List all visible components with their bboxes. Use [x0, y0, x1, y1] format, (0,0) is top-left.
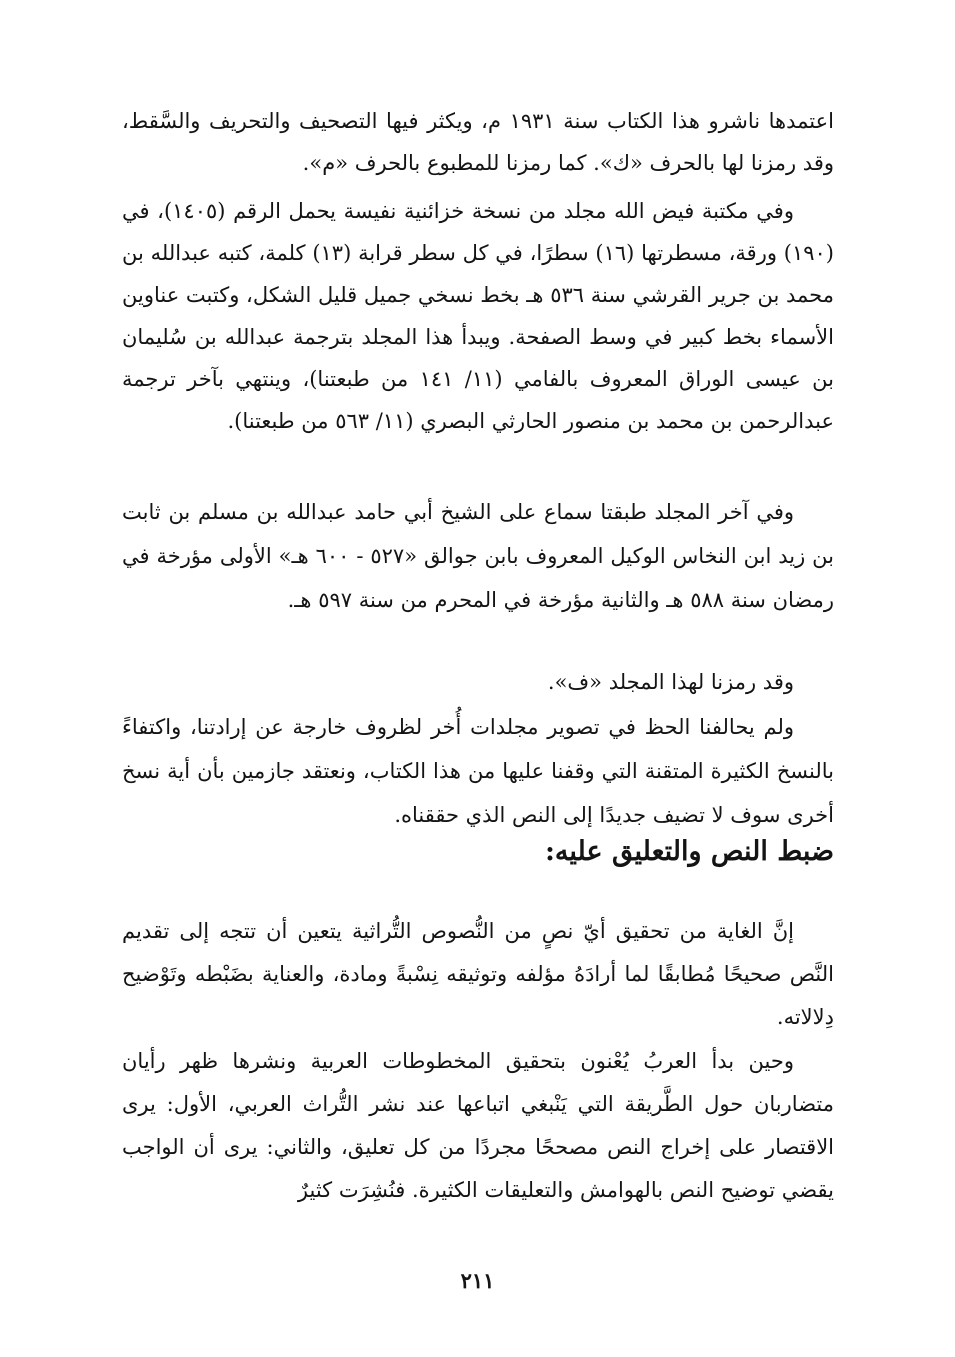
- section-heading: ضبط النص والتعليق عليه:: [544, 836, 834, 867]
- text-block-7: [122, 1040, 834, 1212]
- text-block-2: [122, 190, 834, 442]
- paragraph-4: وقد رمزنا لهذا المجلد «ف».: [547, 670, 794, 694]
- text-block-1: [122, 100, 834, 184]
- paragraph-1: اعتمدها ناشرو هذا الكتاب سنة ١٩٣١ م، ويكثر فيها التصحيف والتحريف والسَّقط، وقد رمزنا لها بالحرف «ك». كما رمزنا للمطبوع بالحرف «م».: [122, 109, 834, 175]
- text-block-5: [122, 705, 834, 837]
- paragraph-7: وحين بدأ العربُ يُعْنون بتحقيق المخطوطات العربية ونشرها ظهر رأيان متضاربان حول الطَّريقة التي يَنْبغي اتباعها عند نشر التُّراث العربي، الأول: يرى الاقتصار على إخراج النص مصححًا مجردًا من كل تعليق، والثاني: يرى أن الواجب يقضي توضيح النص بالهوامش والتعليقات الكثيرة. فنُشِرَت كثيرٌ: [122, 1049, 834, 1202]
- paragraph-2: وفي مكتبة فيض الله مجلد من نسخة خزائنية نفيسة يحمل الرقم (١٤٠٥)، في (١٩٠) ورقة، مسطرتها (١٦) سطرًا، في كل سطر قرابة (١٣) كلمة، كتبه عبدالله بن محمد بن جرير القرشي سنة ٥٣٦ هـ بخط نسخي جميل قليل الشكل، وكتبت عناوين الأسماء بخط كبير في وسط الصفحة. ويبدأ هذا المجلد بترجمة عبدالله بن سُليمان بن عيسى الوراق المعروف بالفامي (١١/ ١٤١ من طبعتنا)، وينتهي بآخر ترجمة عبدالرحمن بن محمد بن منصور الحارثي البصري (١١/ ٥٦٣ من طبعتنا).: [122, 199, 834, 433]
- text-block-4: [122, 660, 834, 704]
- section-heading-block: [122, 830, 834, 874]
- paragraph-6: إنَّ الغاية من تحقيق أيّ نصٍ من النُّصوص التُّراثية يتعين أن تتجه إلى تقديم النَّص صحيحًا مُطابقًا لما أرادَهُ مؤلفه وتوثيقه نِسْبةً ومادة، والعناية بضَبْطه وتَوْضيح دِلالاته.: [122, 919, 834, 1029]
- text-block-6: [122, 910, 834, 1039]
- paragraph-3: وفي آخر المجلد طبقتا سماع على الشيخ أبي حامد عبدالله بن مسلم بن ثابت بن زيد ابن النخاس الوكيل المعروف بابن جوالق «٥٢٧ - ٦٠٠ هـ» الأولى مؤرخة في رمضان سنة ٥٨٨ هـ والثانية مؤرخة في المحرم من سنة ٥٩٧ هـ.: [122, 500, 834, 612]
- page-number: ٢١١: [460, 1268, 495, 1293]
- text-block-3: [122, 490, 834, 622]
- paragraph-5: ولم يحالفنا الحظ في تصوير مجلدات أُخر لظروف خارجة عن إرادتنا، واكتفاءً بالنسخ الكثيرة المتقنة التي وقفنا عليها من هذا الكتاب، ونعتقد جازمين بأن أية نسخ أخرى سوف لا تضيف جديدًا إلى النص الذي حققناه.: [122, 715, 834, 827]
